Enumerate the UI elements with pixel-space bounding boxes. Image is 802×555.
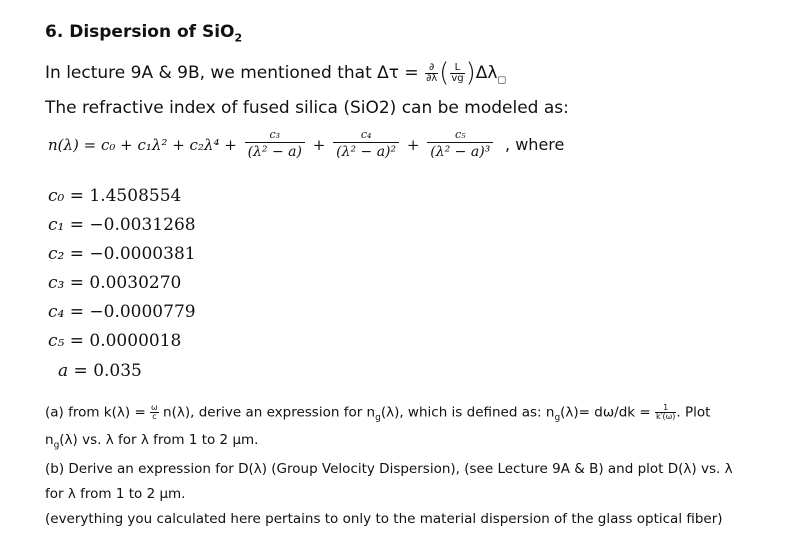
equation-term-c5: $\frac{\text{c₅}}{\text{(λ² − a)³}}$: [427, 128, 493, 161]
intro-text: In lecture 9A & 9B, we mentioned that Δτ =: [45, 63, 425, 83]
coefficient-c1: c₁ = −0.0031268: [48, 215, 196, 235]
part-b-line-2: for λ from 1 to 2 μm.: [45, 486, 186, 502]
refractive-index-line: The refractive index of fused silica (SiO2) can be modeled as:: [45, 98, 569, 118]
intro-line: In lecture 9A & 9B, we mentioned that Δτ = $\frac{\partial}{\partial\lambda}$ ( $\frac{L}{vg}$ )$\Delta\lambda_□$: [45, 58, 506, 88]
part-b-line-1: (b) Derive an expression for D(λ) (Group Velocity Dispersion), (see Lecture 9A & B) and plot D(λ) vs. λ: [45, 461, 733, 477]
partial-fraction: $\frac{\partial}{\partial\lambda}$: [426, 61, 438, 84]
coefficient-a: a = 0.035: [58, 361, 142, 381]
equation-polynomial-part: n(λ) = c₀ + c₁λ² + c₂λ⁴ +: [48, 135, 237, 154]
problem-title: [45, 22, 242, 44]
length-over-velocity-fraction: $\frac{L}{vg}$: [451, 61, 464, 84]
inverse-k-prime-fraction: $\frac{1}{k'(\omega)}$: [656, 403, 676, 421]
equation-term-c4: $\frac{\text{c₄}}{\text{(λ² − a)²}}$: [333, 128, 399, 161]
coefficient-c3: c₃ = 0.0030270: [48, 273, 182, 293]
title-subscript: 2: [234, 31, 243, 45]
equation-where: , where: [505, 135, 565, 154]
title-text: 6. Dispersion of SiO: [45, 22, 235, 42]
part-a-line-2: $n_g(\lambda)$ vs. λ for λ from 1 to 2 μm.: [45, 432, 259, 451]
coefficient-c2: c₂ = −0.0000381: [48, 244, 196, 264]
refractive-index-equation: n(λ) = c₀ + c₁λ² + c₂λ⁴ + $\frac{\text{c₃}}{\text{(λ² − a)}}$ + $\frac{\text{c₄}}{\text{(λ² − a)²}}$ + $\frac{\text{c₅}}{\text{(λ² − a)³}}$ , where: [48, 128, 565, 160]
coefficient-c0: c₀ = 1.4508554: [48, 186, 182, 206]
delta-lambda: Δλ: [475, 63, 498, 83]
equation-term-c3: $\frac{\text{c₃}}{\text{(λ² − a)}}$: [245, 128, 305, 161]
closing-note: (everything you calculated here pertains to only to the material dispersion of the glass optical fiber): [45, 511, 723, 527]
omega-over-c-fraction: $\frac{\omega}{c}$: [151, 403, 158, 421]
coefficient-c5: c₅ = 0.0000018: [48, 331, 182, 351]
part-a-line-1: (a) from k(λ) = $\frac{\omega}{c}$ n(λ), derive an expression for $n_g(\lambda)$, which is defined as: $n_g(\lambda)= d\omega/dk$ = $\frac{1}{k'(\omega)}$ . Plot: [45, 403, 711, 424]
coefficient-c4: c₄ = −0.0000779: [48, 302, 196, 322]
